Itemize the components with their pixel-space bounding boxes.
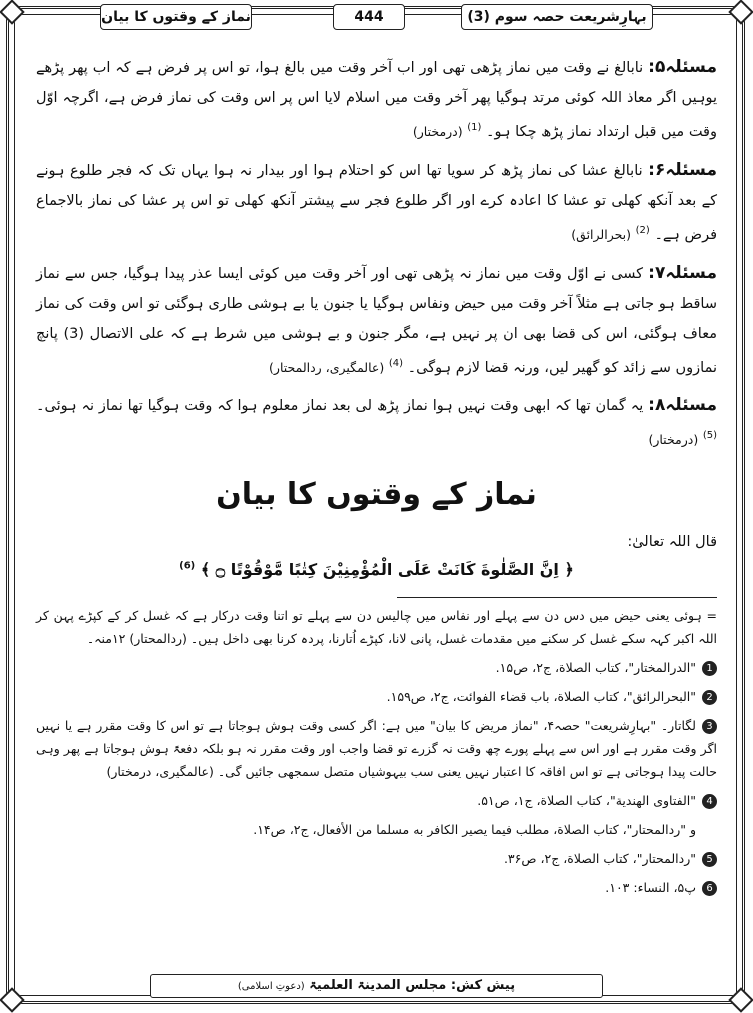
masala-text: یہ گمان تھا کہ ابھی وقت نہیں ہوا نماز پڑھ لی بعد نماز معلوم ہوا کہ وقت ہوگیا تھا نماز نہ ہوئی۔ <box>36 398 644 415</box>
publisher-tag: (دعوتِ اسلامی) <box>237 981 305 992</box>
footnote-text: پ۵، النساء: ۱۰۳. <box>605 880 696 896</box>
source-ref: (درمختار) <box>412 123 463 139</box>
footnote-text: "ردالمحتار"، كتاب الصلاة، ج۲، ص۳۶. <box>503 851 696 867</box>
footnote-6 <box>36 876 717 899</box>
footnote-ref: (6) <box>179 560 196 572</box>
footnote-text: لگاتار۔ "بہارِشریعت" حصہ۴، "نماز مریض کا بیان" میں ہے: اگر کسی وقت ہوش ہوجاتا ہے تو اس کا وقت مقرر ہے یا نہیں اگر وقت مقرر ہے اور اس سے پہلے پورے چھ وقت نہ گزرے تو قضا واجب اور وقت مقرر نہ ہو بلکہ دفعۃً ہوش ہوجاتا ہے پھر وہی حالت پیدا ہوجاتی ہے تو اس افاقہ کا اعتبار نہیں یعنی سب بیہوشیاں متصل سمجھی جائیں گی۔ (عالمگیری، درمختار) <box>36 718 717 780</box>
footnote-continuation: = ہوئی یعنی حیض میں دس دن سے پہلے اور نفاس میں چالیس دن سے پہلے تو اتنا وقت درکار ہے کہ غسل کر کے کپڑے پہن کر اللہ اکبر کہہ سکے غسل کر سکنے میں مقدمات غسل، پانی لانا، کپڑے اُتارنا، پردہ کرنا بھی داخل ہیں۔ (ردالمحتار) ۱۲منہ۔ <box>36 608 717 647</box>
masala-label: مسئلہ۸: <box>648 395 718 416</box>
footnote-5 <box>36 847 717 870</box>
chapter-title: نماز کے وقتوں کا بیان <box>216 477 537 513</box>
footnote-number: 2 <box>702 690 717 705</box>
page-number: 444 <box>333 4 405 30</box>
masala-7 <box>36 258 717 383</box>
footnote-text: "الفتاوى الهندية"، كتاب الصلاة، ج۱، ص۵۱. <box>477 793 696 809</box>
page-header <box>100 4 653 30</box>
source-ref: (بحرالرائق) <box>571 226 632 242</box>
quote-intro: قال اللہ تعالیٰ: <box>627 534 717 551</box>
footnote-number: 6 <box>702 881 717 896</box>
footnote-text: و "ردالمحتار"، كتاب الصلاة، مطلب فيما يصير الكافر به مسلما من الأفعال، ج۲، ص۱۴. <box>253 822 696 838</box>
footer-prefix: پیش کش: <box>450 978 516 993</box>
chapter-header: نماز کے وقتوں کا بیان <box>100 4 252 30</box>
masala-label: مسئلہ۶: <box>648 159 717 180</box>
book-title: بہارِشریعت حصہ سوم (3) <box>461 4 653 30</box>
verse-text: ﴿ اِنَّ الصَّلٰوةَ كَانَتْ عَلَى الْمُؤْمِنِيْنَ كِتٰبًا مَّوْقُوْتًا ۝ ﴾ <box>200 560 574 580</box>
footnote-ref: (2) <box>635 224 650 236</box>
footnote-3 <box>36 714 717 783</box>
masala-6 <box>36 155 717 250</box>
masala-8 <box>36 390 717 455</box>
footnote-separator <box>397 597 717 598</box>
footnote-number: 5 <box>702 852 717 867</box>
page-footer <box>150 974 603 998</box>
source-ref: (درمختار) <box>648 432 699 448</box>
quran-verse <box>36 560 717 579</box>
source-ref: (عالمگیری، ردالمحتار) <box>269 359 385 375</box>
footnote-ref: (1) <box>467 122 482 133</box>
masala-text: کسی نے اوّل وقت میں نماز نہ پڑھی تھی اور آخر وقت میں کوئی ایسا عذر پیدا ہوگیا، جس سے نماز ساقط ہو جاتی ہے مثلاً آخر وقت میں حیض ونفاس ہوگیا یا جنون یا بے ہوشی طاری ہوگئی تو اس وقت کی نماز معاف ہوگئی، اس کی قضا بھی ان پر نہیں ہے، مگر جنون و بے ہوشی میں شرط ہے کہ علی الاتصال (3) پانچ نمازوں سے زائد کو گھیر لیں، ورنہ قضا لازم ہوگی۔ <box>36 265 717 376</box>
footnote-text: "الدرالمختار"، كتاب الصلاة، ج۲، ص۱۵. <box>495 660 696 676</box>
masala-text: نابالغ نے وقت میں نماز پڑھی تھی اور اب آخر وقت میں بالغ ہوا، تو اس پر فرض ہے کہ اب پھر پڑھے یوہیں اگر معاذ اللہ کوئی مرتد ہوگیا پھر آخر وقت میں اسلام لایا اس پر اس وقت کی نماز فرض ہے، اگرچہ اوّل وقت میں قبل ارتداد نماز پڑھ چکا ہو۔ <box>36 60 717 140</box>
footnote-4b <box>36 818 717 841</box>
masala-5 <box>36 52 717 147</box>
footnote-ref: (5) <box>702 430 717 442</box>
masala-label: مسئلہ۷: <box>648 262 717 283</box>
publisher-name: مجلس المدینۃ العلمیۃ <box>309 978 447 993</box>
masala-text: نابالغ عشا کی نماز پڑھ کر سویا تھا اس کو احتلام ہوا اور بیدار نہ ہوا یہاں تک کہ فجر طلوع ہونے کے بعد آنکھ کھلی تو عشا کا اعادہ کرے اور اگر طلوع فجر سے پیشتر آنکھ کھلی تو اس پر عشا کی نماز بالاجماع فرض ہے۔ <box>36 162 717 243</box>
footnote-4 <box>36 789 717 812</box>
footnote-number: 1 <box>702 661 717 676</box>
masala-label: مسئلہ۵: <box>648 57 717 77</box>
footnote-ref: (4) <box>388 357 404 369</box>
footnote-2 <box>36 685 717 708</box>
footnote-number: 3 <box>702 719 717 734</box>
footnote-number: 4 <box>702 794 717 809</box>
footnote-text: "البحرالرائق"، كتاب الصلاة، باب قضاء الفوائت، ج۲، ص۱۵۹. <box>386 689 696 705</box>
page-content <box>36 52 717 905</box>
footnote-1 <box>36 656 717 679</box>
